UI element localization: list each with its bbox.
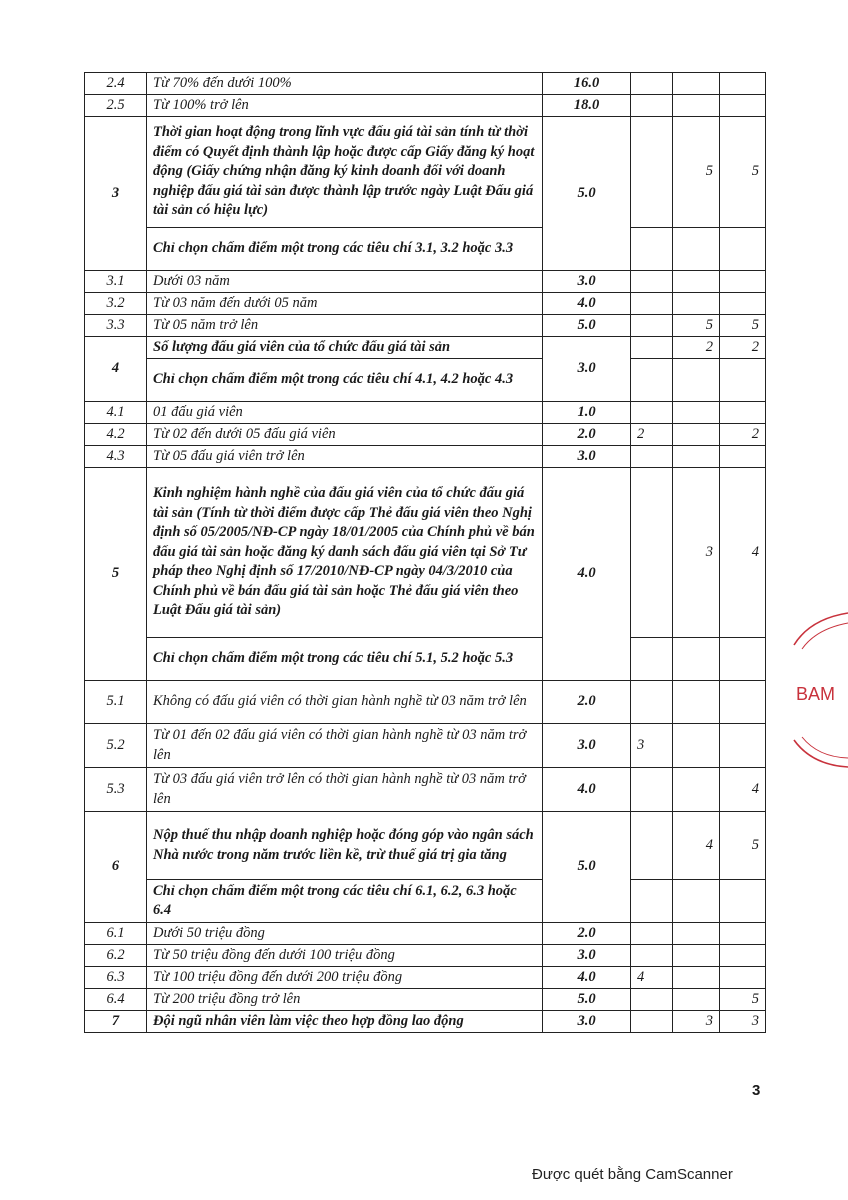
score-col-1: 2: [631, 424, 673, 446]
table-row: [85, 271, 766, 293]
table-row: [85, 945, 766, 967]
score-col-2: [673, 989, 720, 1011]
row-number: 2.5: [85, 95, 147, 117]
row-number: 6.3: [85, 967, 147, 989]
table-row: [85, 989, 766, 1011]
criterion-text: Đội ngũ nhân viên làm việc theo hợp đồng lao động: [147, 1011, 543, 1033]
score-col-2: 3: [673, 468, 720, 638]
criterion-note: Chỉ chọn chấm điểm một trong các tiêu chí 4.1, 4.2 hoặc 4.3: [147, 359, 543, 402]
table-row: [85, 724, 766, 768]
row-number: 6.1: [85, 923, 147, 945]
score-col-1: [631, 446, 673, 468]
score-col-2: [673, 945, 720, 967]
row-number: 3.3: [85, 315, 147, 337]
criterion-text: Thời gian hoạt động trong lĩnh vực đấu giá tài sản tính từ thời điểm có Quyết định thành lập hoặc được cấp Giấy đăng ký hoạt động (Giấy chứng nhận đăng ký kinh doanh đối với doanh nghiệp đấu giá tài sản được thành lập trước ngày Luật Đấu giá tài sản có hiệu lực): [147, 117, 543, 228]
score-col-2: 4: [673, 812, 720, 880]
score-col-3: 5: [720, 812, 766, 880]
row-number: 6: [85, 812, 147, 923]
score-col-1: [631, 315, 673, 337]
table-row: [85, 812, 766, 880]
score-col-3: [720, 681, 766, 724]
criterion-text: Kinh nghiệm hành nghề của đấu giá viên của tổ chức đấu giá tài sản (Tính từ thời điểm được cấp Thẻ đấu giá viên theo Nghị định số 05/2005/NĐ-CP ngày 18/01/2005 của Chính phủ về bán đấu giá tài sản hoặc đăng ký danh sách đấu giá viên tại Sở Tư pháp theo Nghị định số 17/2010/NĐ-CP ngày 04/3/2010 của Chính phủ về bán đấu giá tài sản hoặc Thẻ đấu giá viên theo Luật Đấu giá tài sản): [147, 468, 543, 638]
score-col-1: [631, 989, 673, 1011]
score-col-2: [673, 424, 720, 446]
row-number: 4.2: [85, 424, 147, 446]
scanner-footer: Được quét bằng CamScanner: [532, 1166, 733, 1183]
table-row: [85, 95, 766, 117]
score-col-1: [631, 468, 673, 638]
row-number: 3.1: [85, 271, 147, 293]
max-score: 5.0: [543, 117, 631, 271]
score-col-3: 5: [720, 989, 766, 1011]
score-col-3: [720, 923, 766, 945]
row-number: 4.3: [85, 446, 147, 468]
criterion-text: Từ 03 đấu giá viên trở lên có thời gian hành nghề từ 03 năm trở lên: [147, 768, 543, 812]
score-col-3: [720, 271, 766, 293]
max-score: 18.0: [543, 95, 631, 117]
scoring-table: [84, 72, 766, 1033]
score-col-1: [631, 1011, 673, 1033]
score-col-2: [673, 724, 720, 768]
score-col-3: [720, 402, 766, 424]
row-number: 3: [85, 117, 147, 271]
score-col-2: 5: [673, 315, 720, 337]
criterion-text: Dưới 03 năm: [147, 271, 543, 293]
score-col-2: [673, 73, 720, 95]
score-col-1: [631, 402, 673, 424]
score-col-3: 3: [720, 1011, 766, 1033]
score-col-1: [631, 337, 673, 359]
score-col-3: [720, 967, 766, 989]
criterion-text: Không có đấu giá viên có thời gian hành nghề từ 03 năm trở lên: [147, 681, 543, 724]
score-col-1: [631, 923, 673, 945]
table-row: [85, 228, 766, 271]
table-row: [85, 424, 766, 446]
score-col-2: [673, 681, 720, 724]
criterion-text: Từ 05 đấu giá viên trở lên: [147, 446, 543, 468]
max-score: 2.0: [543, 681, 631, 724]
score-col-1: [631, 95, 673, 117]
max-score: 2.0: [543, 424, 631, 446]
criterion-text: Từ 100% trở lên: [147, 95, 543, 117]
score-col-1: 4: [631, 967, 673, 989]
table-row: [85, 638, 766, 681]
score-col-2: [673, 271, 720, 293]
score-col-3: 5: [720, 117, 766, 228]
max-score: 5.0: [543, 989, 631, 1011]
table-row: [85, 468, 766, 638]
stamp-text: BAM: [796, 684, 836, 704]
score-col-1: 3: [631, 724, 673, 768]
table-row: [85, 117, 766, 228]
table-row: [85, 315, 766, 337]
table-row: [85, 768, 766, 812]
score-col-2: [673, 402, 720, 424]
score-col-3: 4: [720, 768, 766, 812]
row-number: 5: [85, 468, 147, 681]
score-col-3: [720, 95, 766, 117]
score-col-2: [673, 923, 720, 945]
table-row: [85, 293, 766, 315]
criterion-text: Dưới 50 triệu đồng: [147, 923, 543, 945]
score-col-2: [673, 446, 720, 468]
table-row: [85, 446, 766, 468]
max-score: 4.0: [543, 967, 631, 989]
score-col-2: [673, 967, 720, 989]
score-col-1: [631, 271, 673, 293]
row-number: 3.2: [85, 293, 147, 315]
table-row: [85, 967, 766, 989]
score-col-1: [631, 945, 673, 967]
score-col-1: [631, 293, 673, 315]
page-number: 3: [752, 1082, 761, 1099]
row-number: 2.4: [85, 73, 147, 95]
score-col-3: 5: [720, 315, 766, 337]
criterion-text: Từ 50 triệu đồng đến dưới 100 triệu đồng: [147, 945, 543, 967]
score-col-3: [720, 446, 766, 468]
score-col-3: [720, 73, 766, 95]
max-score: 2.0: [543, 923, 631, 945]
max-score: 5.0: [543, 315, 631, 337]
row-number: 7: [85, 1011, 147, 1033]
score-col-2: [673, 293, 720, 315]
criterion-text: Số lượng đấu giá viên của tổ chức đấu giá tài sản: [147, 337, 543, 359]
criterion-text: Từ 03 năm đến dưới 05 năm: [147, 293, 543, 315]
score-col-1: [631, 812, 673, 880]
table-row: [85, 880, 766, 923]
score-col-1: [631, 681, 673, 724]
max-score: 1.0: [543, 402, 631, 424]
stamp-graphic: [790, 605, 848, 775]
max-score: 3.0: [543, 337, 631, 402]
criterion-note: Chỉ chọn chấm điểm một trong các tiêu chí 3.1, 3.2 hoặc 3.3: [147, 228, 543, 271]
max-score: 3.0: [543, 945, 631, 967]
score-col-2: 3: [673, 1011, 720, 1033]
score-col-3: [720, 293, 766, 315]
score-col-2: [673, 95, 720, 117]
criterion-text: Từ 01 đến 02 đấu giá viên có thời gian hành nghề từ 03 năm trở lên: [147, 724, 543, 768]
table-row: [85, 1011, 766, 1033]
criterion-text: Từ 200 triệu đồng trở lên: [147, 989, 543, 1011]
score-col-2: [673, 768, 720, 812]
score-col-2: 2: [673, 337, 720, 359]
table-row: [85, 681, 766, 724]
max-score: 3.0: [543, 1011, 631, 1033]
row-number: 4: [85, 337, 147, 402]
score-col-3: [720, 945, 766, 967]
max-score: 3.0: [543, 271, 631, 293]
score-col-1: [631, 117, 673, 228]
score-col-3: [720, 724, 766, 768]
max-score: 16.0: [543, 73, 631, 95]
score-col-3: 4: [720, 468, 766, 638]
criterion-note: Chỉ chọn chấm điểm một trong các tiêu chí 5.1, 5.2 hoặc 5.3: [147, 638, 543, 681]
row-number: 5.1: [85, 681, 147, 724]
max-score: 4.0: [543, 468, 631, 681]
table-row: [85, 73, 766, 95]
score-col-1: [631, 768, 673, 812]
criterion-text: Từ 70% đến dưới 100%: [147, 73, 543, 95]
score-col-2: 5: [673, 117, 720, 228]
row-number: 4.1: [85, 402, 147, 424]
max-score: 4.0: [543, 768, 631, 812]
row-number: 6.4: [85, 989, 147, 1011]
row-number: 5.2: [85, 724, 147, 768]
red-stamp-partial: [790, 605, 848, 775]
max-score: 3.0: [543, 724, 631, 768]
criterion-note: Chỉ chọn chấm điểm một trong các tiêu chí 6.1, 6.2, 6.3 hoặc 6.4: [147, 880, 543, 923]
criterion-text: Từ 05 năm trở lên: [147, 315, 543, 337]
criterion-text: 01 đấu giá viên: [147, 402, 543, 424]
score-col-3: 2: [720, 337, 766, 359]
table-row: [85, 359, 766, 402]
max-score: 3.0: [543, 446, 631, 468]
criterion-text: Từ 100 triệu đồng đến dưới 200 triệu đồng: [147, 967, 543, 989]
max-score: 4.0: [543, 293, 631, 315]
table-row: [85, 402, 766, 424]
score-col-1: [631, 73, 673, 95]
score-col-3: 2: [720, 424, 766, 446]
max-score: 5.0: [543, 812, 631, 923]
row-number: 6.2: [85, 945, 147, 967]
table-row: [85, 337, 766, 359]
table-row: [85, 923, 766, 945]
criterion-text: Nộp thuế thu nhập doanh nghiệp hoặc đóng góp vào ngân sách Nhà nước trong năm trước liền kề, trừ thuế giá trị gia tăng: [147, 812, 543, 880]
criterion-text: Từ 02 đến dưới 05 đấu giá viên: [147, 424, 543, 446]
row-number: 5.3: [85, 768, 147, 812]
